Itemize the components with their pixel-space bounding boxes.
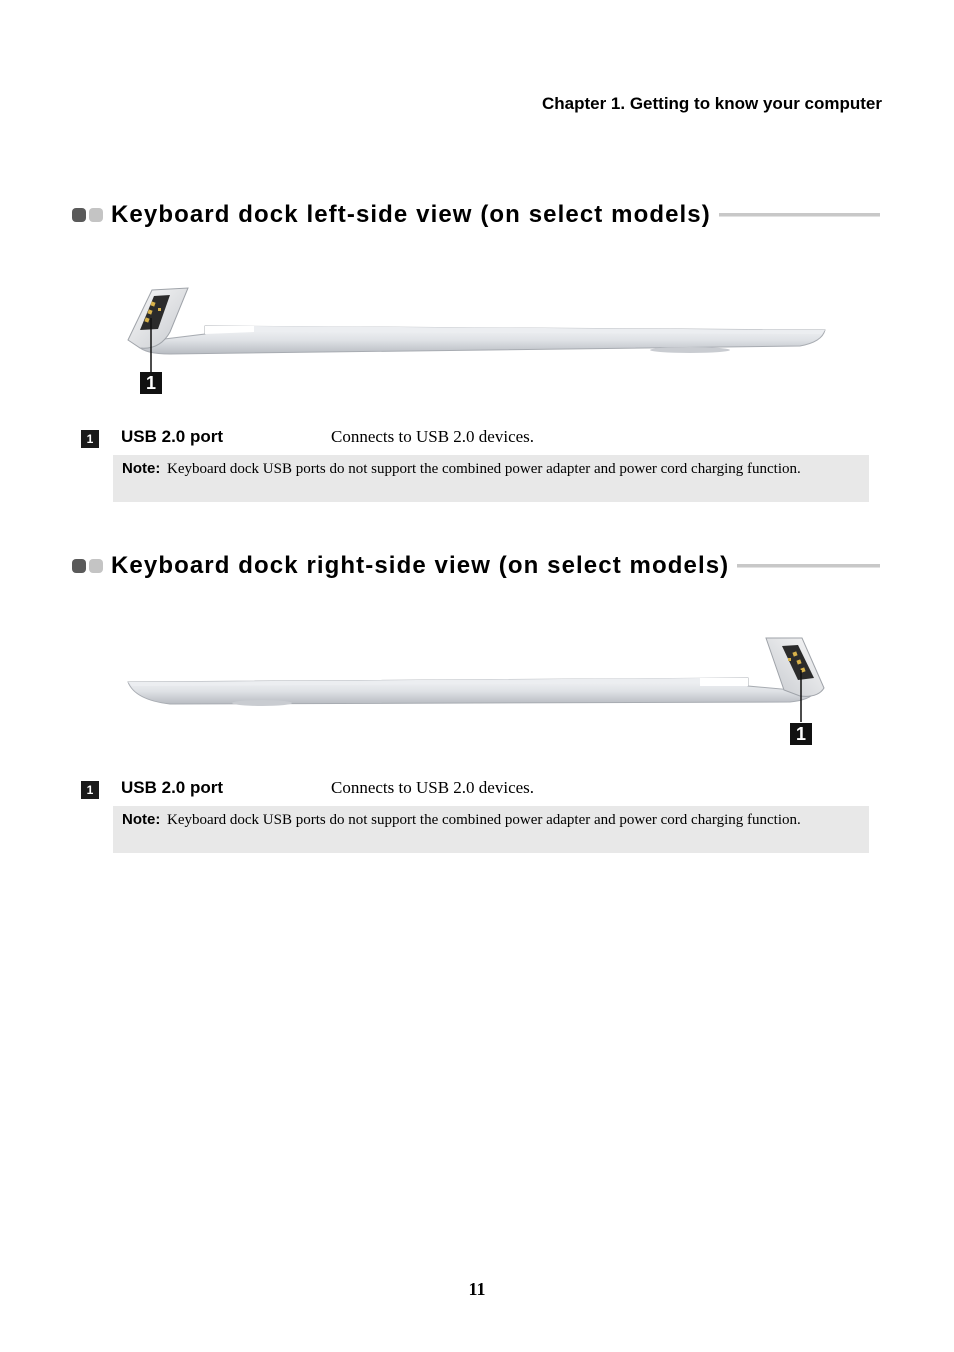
note-label: Note: [122, 811, 161, 828]
bullet-light [89, 208, 103, 222]
right-side-view-illustration [0, 630, 954, 760]
section-heading-right-side [72, 549, 880, 583]
heading-bullets [72, 208, 103, 222]
section-title: Keyboard dock left-side view (on select models) [111, 201, 711, 228]
note-text: Keyboard dock USB ports do not support the combined power adapter and power cord charging function. [167, 812, 801, 828]
item-row-usb-port [81, 427, 881, 449]
heading-rule [719, 213, 880, 217]
bullet-dark [72, 208, 86, 222]
item-label: USB 2.0 port [121, 778, 224, 797]
heading-bullets [72, 559, 103, 573]
item-label: USB 2.0 port [121, 427, 224, 446]
note-box [113, 806, 869, 853]
item-row-usb-port [81, 778, 881, 800]
callout-badge: 1 [140, 372, 162, 394]
item-number-badge: 1 [81, 430, 99, 448]
bullet-dark [72, 559, 86, 573]
chapter-header: Chapter 1. Getting to know your computer [541, 94, 882, 113]
item-number-badge: 1 [81, 781, 99, 799]
section-title: Keyboard dock right-side view (on select models) [111, 552, 730, 579]
callout-badge: 1 [790, 723, 812, 745]
page-number: 11 [468, 1279, 486, 1299]
item-description: Connects to USB 2.0 devices. [331, 427, 535, 446]
heading-rule [737, 564, 880, 568]
item-description: Connects to USB 2.0 devices. [331, 778, 535, 797]
note-label: Note: [122, 460, 161, 477]
left-side-view-illustration [0, 280, 954, 410]
bullet-light [89, 559, 103, 573]
section-heading-left-side [72, 198, 880, 232]
note-text: Keyboard dock USB ports do not support the combined power adapter and power cord charging function. [167, 461, 801, 477]
note-box [113, 455, 869, 502]
